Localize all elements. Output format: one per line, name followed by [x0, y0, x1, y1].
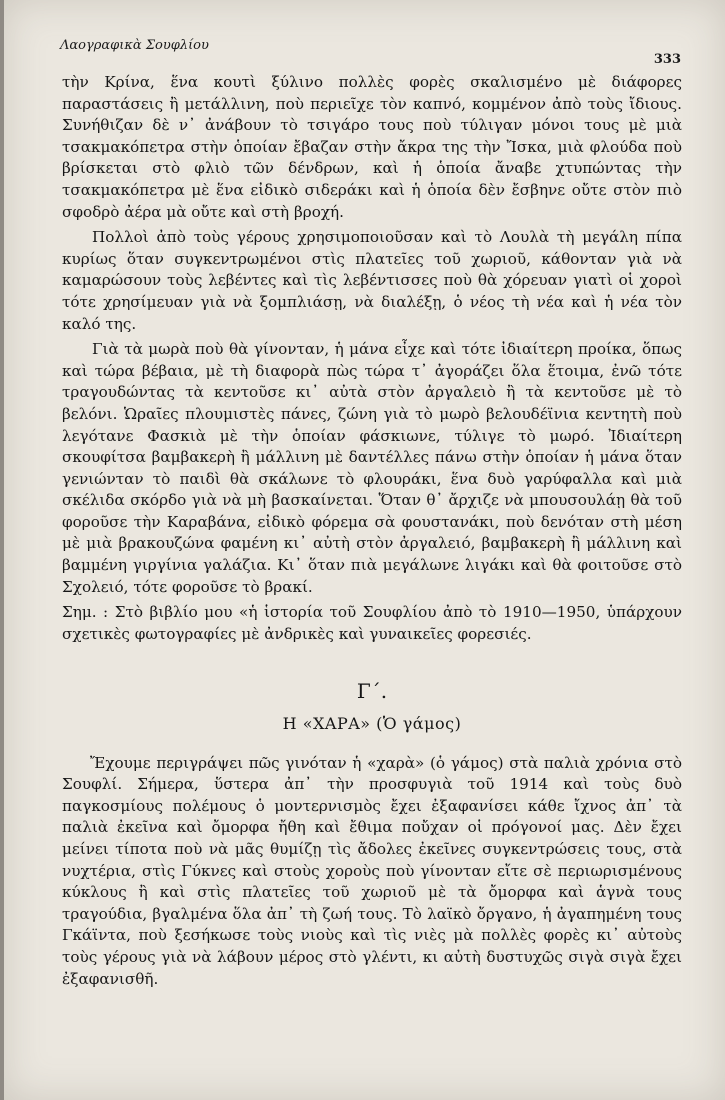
paragraph: τὴν Κρίνα, ἕνα κουτὶ ξύλινο πολλὲς φορὲς σκαλισμένο μὲ διάφορες παραστάσεις ἢ μετάλλινη, ποὺ περιεῖχε τὸν καπνό, κομμένον ἀπὸ τοὺς ἴδιους. Συνήθιζαν δὲ ν᾽ ἀνάβουν τὸ τσιγάρο τους ποὺ τύλιγαν μόνοι τους μὲ μιὰ τσακμακόπετρα στὴν ὁποίαν ἔβαζαν στὴν ἄκρα της τὴν Ἴσκα, μιὰ φλούδα ποὺ βρίσκεται στὸ φλιὸ τῶν δένδρων, καὶ ἡ ὁποία ἄναβε χτυπώντας τὴν τσακμακόπετρα μὲ ἕνα εἰδικὸ σιδεράκι καὶ ἡ ὁποία δὲν ἔσβηνε οὔτε στὸν πιὸ σφοδρὸ ἀέρα μὰ οὔτε καὶ στὴ βροχή. — [62, 73, 682, 221]
page-header — [60, 38, 681, 67]
page-number: 333 — [653, 52, 681, 67]
footnote-label: Σημ. : — [62, 603, 109, 622]
section-number: Γ΄. — [356, 679, 388, 704]
section-title: Η «ΧΑΡΑ» (Ὁ γάμος) — [282, 714, 462, 734]
page-body — [62, 72, 682, 990]
paragraph: Γιὰ τὰ μωρὰ ποὺ θὰ γίνονταν, ἡ μάνα εἶχε καὶ τότε ἰδιαίτερη προίκα, ὅπως καὶ τώρα βέβαια, μὲ τὴ διαφορὰ πὼς τώρα τ᾽ ἀγοράζει ὅλα ἕτοιμα, ἐνῶ τότε τραγουδώντας τὰ κεντοῦσε κι᾽ αὐτὰ στὸν ἀργαλειὸ ἢ τὰ κεντοῦσε μὲ τὸ βελόνι. Ὡραῖες πλουμιστὲς πάνες, ζώνη γιὰ τὸ μωρὸ βελουδέϊνια κεντητὴ ποὺ λεγότανε Φασκιὰ μὲ τὴν ὁποίαν φάσκιωνε, τύλιγε τὸ μωρό. Ἰδιαίτερη σκουφίτσα βαμβακερὴ ἢ μάλλινη μὲ δαντέλλες πάνω στὴν ὁποίαν ἡ μάνα ὅταν γενιώνταν τὸ παιδὶ θὰ σκάλωνε τὸ φλουράκι, ἕνα δυὸ γαρύφαλλα καὶ μιὰ σκέλιδα σκόρδο γιὰ νὰ μὴ βασκαίνεται. Ὅταν θ᾽ ἄρχιζε νὰ μπουσουλάῃ θὰ τοῦ φοροῦσε τὴν Καραβάνα, εἰδικὸ φόρεμα σὰ φουστανάκι, ποὺ δενόταν στὴ μέση μὲ μιὰ βρακουζώνα φαμένη κι᾽ αὐτὴ στὸν ἀργαλειό, βαμβακερὴ ἢ μάλλινη καὶ βαμμένη γιργίνια γαλάζια. Κι᾽ ὅταν πιὰ μεγάλωνε λιγάκι καὶ θὰ φοιτοῦσε στὸ Σχολειό, τότε φοροῦσε τὸ βρακί. — [62, 340, 682, 596]
paragraph: Πολλοὶ ἀπὸ τοὺς γέρους χρησιμοποιοῦσαν καὶ τὸ Λουλὰ τὴ μεγάλη πίπα κυρίως ὅταν συγκεντρωμένοι στὶς πλατεῖες τοῦ χωριοῦ, κάθονταν γιὰ νὰ καμαρώσουν τοὺς λεβέντες καὶ τὶς λεβέντισσες ποὺ θὰ χόρευαν γιατὶ οἱ χοροὶ τότε χρησίμευαν γιὰ νὰ ξομπλιάσῃ, νὰ διαλέξῃ, ὁ νέος τὴ νέα καὶ ἡ νέα τὸν καλό της. — [62, 228, 682, 333]
footnote-text: Στὸ βιβλίο μου «ἡ ἱστορία τοῦ Σουφλίου ἀπὸ τὸ 1910—1950, ὑπάρχουν σχετικὲς φωτογραφίες μὲ ἀνδρικὲς καὶ γυναικεῖες φορεσιές. — [62, 603, 683, 643]
book-page — [4, 0, 725, 1100]
footnote — [62, 602, 682, 645]
running-head: Λαογραφικὰ Σουφλίου — [60, 38, 209, 53]
paragraph: Ἔχουμε περιγράψει πῶς γινόταν ἡ «χαρὰ» (ὁ γάμος) στὰ παλιὰ χρόνια στὸ Σουφλί. Σήμερα, ὕστερα ἀπ᾽ τὴν προσφυγιὰ τοῦ 1914 καὶ τοὺς δυὸ παγκοσμίους πολέμους ὁ μοντερνισμὸς ἔχει ἐξαφανίσει κάθε ἴχνος ἀπ᾽ τὰ παλιὰ ἐκεῖνα καὶ ὄμορφα ἤθη καὶ ἔθιμα ποὔχαν οἱ πρόγονοί μας. Δὲν ἔχει μείνει τίποτα ποὺ νὰ μᾶς θυμίζῃ τὶς ἄδολες ἐκεῖνες συγκεντρώσεις τους, στὰ νυχτέρια, στὶς Γύκνες καὶ στοὺς χοροὺς ποὺ γίνονταν εἴτε σὲ περιωρισμένους κύκλους ἢ καὶ στὶς πλατεῖες τοῦ χωριοῦ μὲ τὰ ὄμορφα καὶ ἁγνὰ τους τραγούδια, βγαλμένα ὅλα ἀπ᾽ τὴ ζωή τους. Τὸ λαϊκὸ ὄργανο, ἡ ἀγαπημένη τους Γκάϊντα, ποὺ ξεσήκωσε τοὺς νιοὺς καὶ τὶς νιὲς μὰ πολλὲς φορὲς κι᾽ αὐτοὺς τοὺς γέρους γιὰ νὰ λάβουν μέρος στὸ γλέντι, κι αὐτὴ δυστυχῶς σιγὰ σιγὰ ἔχει ἐξαφανισθῆ. — [62, 753, 682, 988]
